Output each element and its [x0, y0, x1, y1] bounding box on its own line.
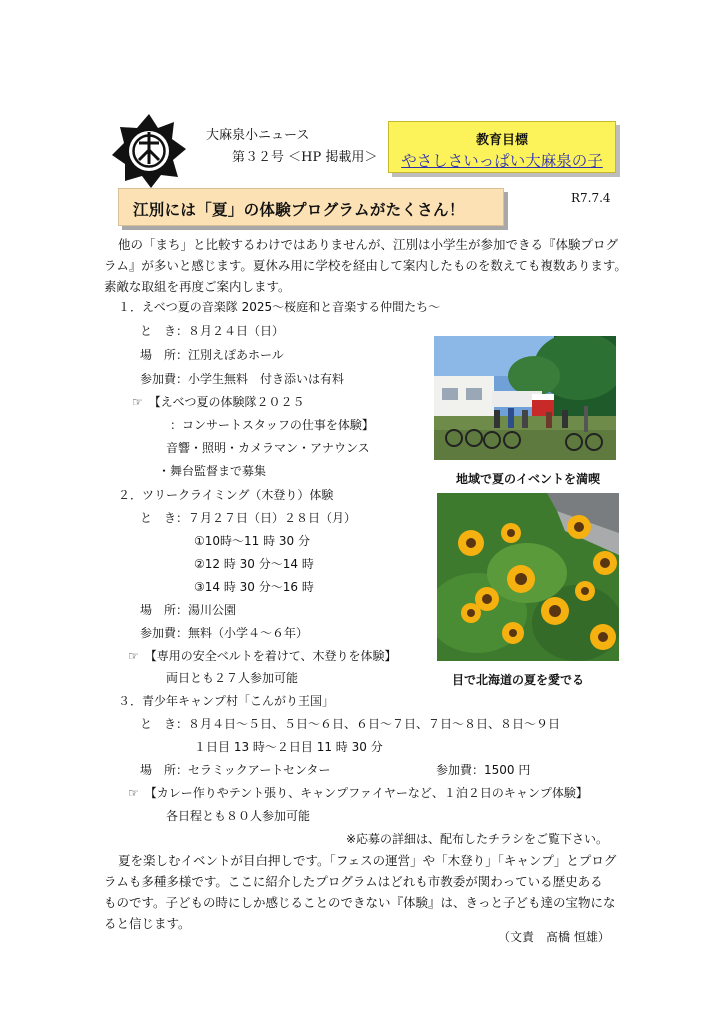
program2-time-2: ②12 時 30 分～14 時 [194, 557, 314, 571]
application-note: ※応募の詳細は、配布したチラシをご覧下さい。 [346, 832, 609, 846]
closing-line-3: ものです。子どもの時にしか感じることのできない『体験』は、きっと子ども達の宝物にな [104, 895, 616, 910]
education-goal-box [388, 121, 616, 173]
intro-line-1: 他の「まち」と比較するわけではありませんが、江別は小学生が参加できる『体験プログ [118, 237, 619, 252]
author-credit: （文責 髙橋 恒雄） [498, 930, 610, 944]
program2-note-1: ☞ 【専用の安全ベルトを着けて、木登りを体験】 [128, 649, 397, 663]
program2-title: ２．ツリークライミング（木登り）体験 [118, 488, 334, 502]
closing-line-2: ラムも多種多様です。ここに紹介したプログラムはどれも市教委が関わっている歴史ある [104, 874, 603, 889]
program3-date-1: と き：８月４日～５日、５日～６日、６日～７日、７日～８日、８日～９日 [140, 717, 561, 731]
program3-fee: 参加費：1500 円 [436, 763, 531, 777]
intro-line-2: ラム』が多いと感じます。夏休み用に学校を経由して案内したものを数えても複数あります。 [104, 258, 627, 273]
program1-note-3: 音響・照明・カメラマン・アナウンス [166, 441, 370, 455]
goal-label: 教育目標 [475, 133, 528, 148]
program1-note-4: ・舞台監督まで募集 [158, 464, 267, 478]
program1-note-2: ：コンサートスタッフの仕事を体験】 [170, 418, 374, 432]
sunflower-photo [437, 493, 619, 661]
program1-title: １．えべつ夏の音楽隊 2025～桜庭和と音楽する仲間たち～ [118, 300, 441, 314]
intro-line-3: 素敵な取組を再度ご案内します。 [104, 279, 291, 294]
school-seal-emblem [110, 112, 188, 190]
program1-place: 場 所：江別えぽあホール [140, 348, 284, 362]
summer-event-photo [434, 336, 616, 460]
photo1-caption: 地域で夏のイベントを満喫 [456, 472, 601, 486]
program3-date-2: １日目 13 時～２日目 11 時 30 分 [194, 740, 383, 754]
program3-title: ３．青少年キャンプ村「こんがり王国」 [118, 694, 335, 708]
school-news-title: 大麻泉小ニュース [206, 128, 310, 143]
photo2-caption: 目で北海道の夏を愛でる [452, 673, 585, 687]
goal-text: やさしさいっぱい大麻泉の子 [401, 152, 603, 170]
program1-fee: 参加費：小学生無料 付き添いは有料 [140, 372, 345, 386]
issue-date: R7.7.4 [571, 191, 611, 205]
program2-time-3: ③14 時 30 分～16 時 [194, 580, 314, 594]
program1-note-1: ☞ 【えべつ夏の体験隊２０２５ [132, 395, 305, 409]
program2-fee: 参加費：無料（小学４～６年） [140, 626, 309, 640]
program2-date: と き：７月２７日（日）２８日（月） [140, 511, 357, 525]
program3-note-2: 各日程とも８０人参加可能 [166, 809, 311, 823]
program2-place: 場 所：湯川公園 [140, 603, 237, 617]
program2-note-2: 両日とも２７人参加可能 [166, 671, 299, 685]
issue-number: 第３２号 ＜HP 掲載用＞ [232, 150, 378, 165]
closing-line-4: ると信じます。 [104, 916, 191, 931]
program3-place: 場 所：セラミックアートセンター [140, 763, 331, 777]
headline-box [118, 188, 504, 226]
headline: 江別には「夏」の体験プログラムがたくさん！ [133, 201, 465, 219]
closing-line-1: 夏を楽しむイベントが目白押しです。「フェスの運営」や「木登り」「キャンプ」とプログ [118, 853, 617, 868]
program1-date: と き：８月２４日（日） [140, 324, 285, 338]
program3-note-1: ☞ 【カレー作りやテント張り、キャンプファイヤーなど、１泊２日のキャンプ体験】 [128, 786, 588, 800]
program2-time-1: ①10時～11 時 30 分 [194, 534, 311, 548]
